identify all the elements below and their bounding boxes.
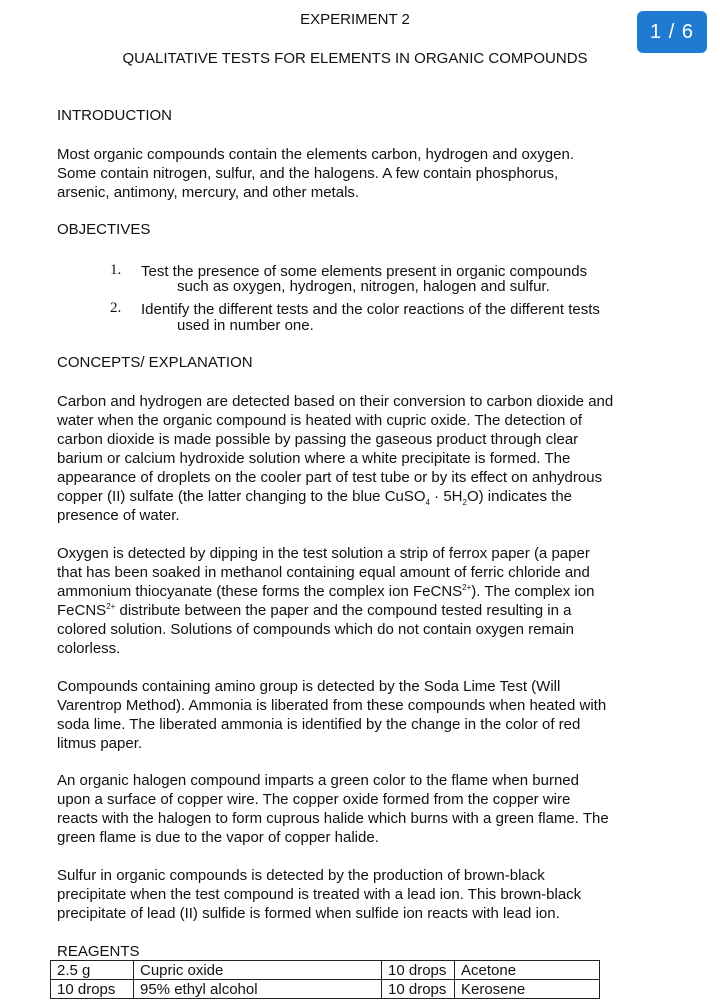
reagent-amount: 10 drops [382,961,455,980]
formula-text: O) indicates the [466,488,573,505]
objective-number: 1. [110,262,122,278]
concepts-paragraph-4: An organic halogen compound imparts a green color to the flame when burned upon a surface of copper wire. The copper oxide formed from the copper wire reacts with the halogen to form cuprous halide which burns with a green flame. The green flame is due to the vapor of copper halide. [57,772,609,846]
line-text: distribute between the paper and the compound tested resulting in a [115,602,572,619]
ion-charge: 2+ [106,602,116,611]
concepts-paragraph-3: Compounds containing amino group is detected by the Soda Lime Test (Will Varentrop Method). Ammonia is liberated from these compounds when heated with soda lime. The liberated ammonia is identified by the change in the color of red litmus paper. [57,678,607,752]
concepts-paragraph-5: Sulfur in organic compounds is detected by the production of brown-black precipitate when the test compound is treated with a lead ion. This brown-black precipitate of lead (II) sulfide is formed when sulfide ion reacts with lead ion. [57,867,582,922]
table-row [51,961,600,980]
reagent-name: Acetone [455,961,600,980]
concepts-paragraph-2 [57,544,677,658]
objective-text-line: used in number one. [177,317,314,334]
reagent-amount: 10 drops [51,980,134,999]
formula-text: · 5H [430,488,463,505]
reagents-table [50,960,600,999]
reagent-name: Cupric oxide [134,961,382,980]
concepts-paragraph-1-formula-line [57,487,572,506]
experiment-number: EXPERIMENT 2 [300,11,410,28]
line-text: ammonium thiocyanate (these forms the complex ion FeCNS [57,583,463,600]
concepts-paragraph-1-end: presence of water. [57,507,180,524]
formula-subscript: 4 [425,498,430,507]
introduction-heading: INTRODUCTION [57,107,172,124]
reagent-amount: 2.5 g [51,961,134,980]
introduction-text: Most organic compounds contain the elements carbon, hydrogen and oxygen. Some contain nitrogen, sulfur, and the halogens. A few contain phosphorus, arsenic, antimony, mercury, and other metals. [57,146,574,201]
concepts-paragraph-1: Carbon and hydrogen are detected based on their conversion to carbon dioxide and water when the organic compound is heated with cupric oxide. The detection of carbon dioxide is made possible by passing the gaseous product through clear barium or calcium hydroxide solution where a white precipitate is formed. The appearance of droplets on the cooler part of test tube or by its effect on anhydrous [57,393,614,486]
document-title: QUALITATIVE TESTS FOR ELEMENTS IN ORGANIC COMPOUNDS [122,50,588,67]
reagent-name: 95% ethyl alcohol [134,980,382,999]
reagent-name: Kerosene [455,980,600,999]
reagents-heading: REAGENTS [57,943,140,960]
paragraph-line: colored solution. Solutions of compounds which do not contain oxygen remain colorless. [57,621,574,657]
paragraph-line [57,601,677,620]
page-indicator-badge[interactable]: 1 / 6 [637,11,707,53]
objective-number: 2. [110,300,122,316]
formula-subscript: 2 [462,498,467,507]
objective-text-line: such as oxygen, hydrogen, nitrogen, halogen and sulfur. [177,278,550,295]
paragraph-line: Oxygen is detected by dipping in the test solution a strip of ferrox paper (a paper [57,545,590,562]
objective-text-line: Test the presence of some elements present in organic compounds [141,263,588,280]
table-row [51,980,600,999]
line-text: ). The complex ion [471,583,595,600]
formula-text: copper (II) sulfate (the latter changing to the blue CuSO [57,488,426,505]
paragraph-line: that has been soaked in methanol containing equal amount of ferric chloride and [57,564,590,581]
reagent-amount: 10 drops [382,980,455,999]
ion-charge: 2+ [462,583,472,592]
paragraph-line [57,582,677,601]
objective-text-line: Identify the different tests and the color reactions of the different tests [141,301,600,318]
concepts-heading: CONCEPTS/ EXPLANATION [57,354,253,371]
objectives-heading: OBJECTIVES [57,221,151,238]
line-text: FeCNS [57,602,107,619]
